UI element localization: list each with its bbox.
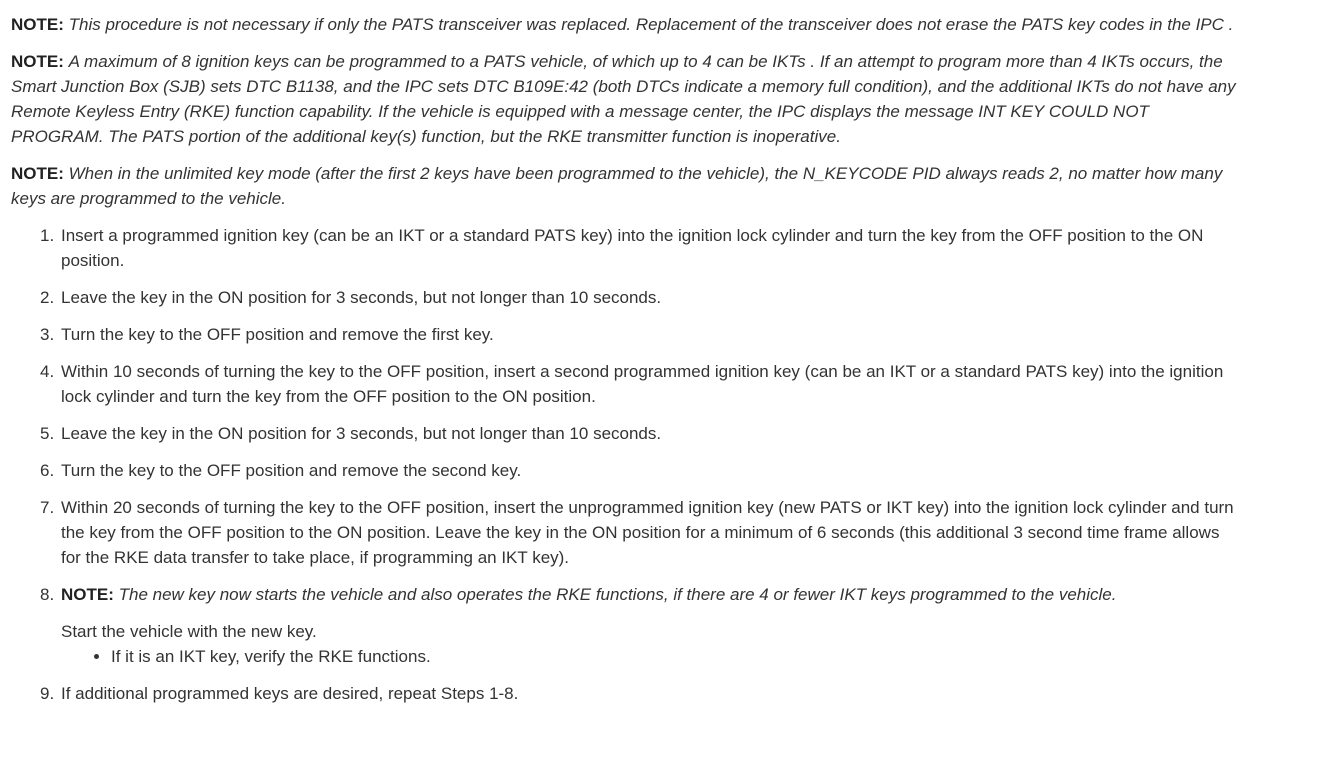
step-text: If additional programmed keys are desired, repeat Steps 1-8. xyxy=(61,684,519,703)
note-label: NOTE: xyxy=(11,164,64,183)
step-number: 8. xyxy=(40,585,55,604)
bullet-item: • If it is an IKT key, verify the RKE functions. xyxy=(111,644,1236,669)
note-text: This procedure is not necessary if only the PATS transceiver was replaced. Replacement of the transceiver does not erase the PATS key codes in the IPC . xyxy=(68,15,1234,34)
note-text: When in the unlimited key mode (after the first 2 keys have been programmed to the vehicle), the N_KEYCODE PID always reads 2, no matter how many keys are programmed to the vehicle. xyxy=(11,164,1223,208)
step-number: 7. xyxy=(40,498,55,517)
note-text: The new key now starts the vehicle and also operates the RKE functions, if there are 4 or fewer IKT keys programmed to the vehicle. xyxy=(118,585,1117,604)
step-number: 9. xyxy=(40,684,55,703)
step-9 xyxy=(40,681,1236,706)
step-5 xyxy=(40,421,1236,446)
step-number: 2. xyxy=(40,288,55,307)
note-unlimited-key-mode xyxy=(11,161,1236,211)
step-text: Turn the key to the OFF position and remove the first key. xyxy=(61,325,494,344)
procedure-steps xyxy=(11,223,1236,706)
note-text: A maximum of 8 ignition keys can be programmed to a PATS vehicle, of which up to 4 can be IKTs . If an attempt to program more than 4 IKTs occurs, the Smart Junction Box (SJB) sets DTC B1138, and the IPC sets DTC B109E:42 (both DTCs indicate a memory full condition), and the additional IKTs do not have any Remote Keyless Entry (RKE) function capability. If the vehicle is equipped with a message center, the IPC displays the message INT KEY COULD NOT PROGRAM. The PATS portion of the additional key(s) function, but the RKE transmitter function is inoperative. xyxy=(11,52,1236,146)
step-6 xyxy=(40,458,1236,483)
step-text: Start the vehicle with the new key. xyxy=(61,622,317,641)
step-8 xyxy=(40,582,1236,669)
step-number: 4. xyxy=(40,362,55,381)
step-text: Leave the key in the ON position for 3 seconds, but not longer than 10 seconds. xyxy=(61,424,662,443)
note-key-limit xyxy=(11,49,1236,149)
step-text: Insert a programmed ignition key (can be an IKT or a standard PATS key) into the ignition lock cylinder and turn the key from the OFF position to the ON position. xyxy=(61,226,1204,270)
step-number: 1. xyxy=(40,226,55,245)
step-number: 6. xyxy=(40,461,55,480)
note-transceiver xyxy=(11,12,1236,37)
step-7 xyxy=(40,495,1236,570)
step-text: Leave the key in the ON position for 3 seconds, but not longer than 10 seconds. xyxy=(61,288,662,307)
step-1 xyxy=(40,223,1236,273)
step-text: Within 20 seconds of turning the key to the OFF position, insert the unprogrammed ignition key (new PATS or IKT key) into the ignition lock cylinder and turn the key from the OFF position to the ON position. Leave the key in the ON position for a minimum of 6 seconds (this additional 3 second time frame allows for the RKE data transfer to take place, if programming an IKT key). xyxy=(61,498,1234,567)
step-number: 3. xyxy=(40,325,55,344)
step-3 xyxy=(40,322,1236,347)
step-2 xyxy=(40,285,1236,310)
step-number: 5. xyxy=(40,424,55,443)
step-bullets xyxy=(61,644,1236,669)
note-label: NOTE: xyxy=(11,15,64,34)
step-text: Turn the key to the OFF position and remove the second key. xyxy=(61,461,522,480)
step-4 xyxy=(40,359,1236,409)
step-text: Within 10 seconds of turning the key to the OFF position, insert a second programmed ignition key (can be an IKT or a standard PATS key) into the ignition lock cylinder and turn the key from the OFF position to the ON position. xyxy=(61,362,1224,406)
step-note xyxy=(61,582,1236,607)
note-label: NOTE: xyxy=(11,52,64,71)
note-label: NOTE: xyxy=(61,585,114,604)
